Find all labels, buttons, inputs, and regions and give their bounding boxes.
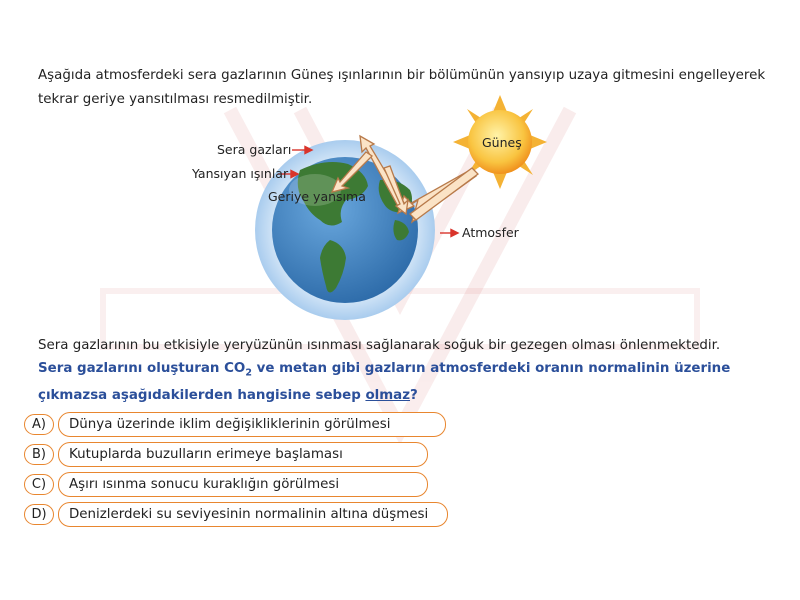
- option-a-text[interactable]: Dünya üzerinde iklim değişikliklerinin görülmesi: [58, 412, 446, 437]
- option-b[interactable]: [24, 442, 428, 467]
- fact-text: Sera gazlarının bu etkisiyle yeryüzünün ısınması sağlanarak soğuk bir gezegen olması önlenmektedir.: [38, 338, 721, 353]
- option-b-text[interactable]: Kutuplarda buzulların erimeye başlaması: [58, 442, 428, 467]
- label-geriye-yansima: Geriye yansıma: [268, 189, 366, 204]
- option-c-text[interactable]: Aşırı ısınma sonucu kuraklığın görülmesi: [58, 472, 428, 497]
- label-sera-gazlari: Sera gazları: [217, 142, 292, 157]
- question-end: ?: [410, 387, 418, 403]
- option-a-letter[interactable]: A): [24, 414, 54, 435]
- label-yansiyan-isinlar: Yansıyan ışınlar: [192, 166, 289, 181]
- question-emphasis: olmaz: [365, 387, 411, 403]
- option-a[interactable]: [24, 412, 446, 437]
- question-subscript: 2: [245, 367, 252, 379]
- label-atmosfer: Atmosfer: [462, 225, 519, 240]
- question-part1: Sera gazlarını oluşturan CO: [38, 361, 246, 376]
- intro-text: Aşağıda atmosferdeki sera gazlarının Güneş ışınlarının bir bölümünün yansıyıp uzaya gitmesini engelleyerek tekrar geriye yansıtılması resmedilmiştir.: [38, 68, 766, 107]
- option-b-letter[interactable]: B): [24, 444, 54, 465]
- question-stem: [38, 358, 778, 407]
- option-c[interactable]: [24, 472, 428, 497]
- option-d-text[interactable]: Denizlerdeki su seviyesinin normalinin altına düşmesi: [58, 502, 448, 527]
- option-d-letter[interactable]: D): [24, 504, 54, 525]
- option-d[interactable]: [24, 502, 448, 527]
- option-c-letter[interactable]: C): [24, 474, 54, 495]
- question-part2: ve metan gibi gazların atmosferdeki oranın normalinin üzerine çıkmazsa aşağıdakilerden hangisine sebep: [38, 361, 731, 403]
- label-gunes: Güneş: [482, 135, 522, 150]
